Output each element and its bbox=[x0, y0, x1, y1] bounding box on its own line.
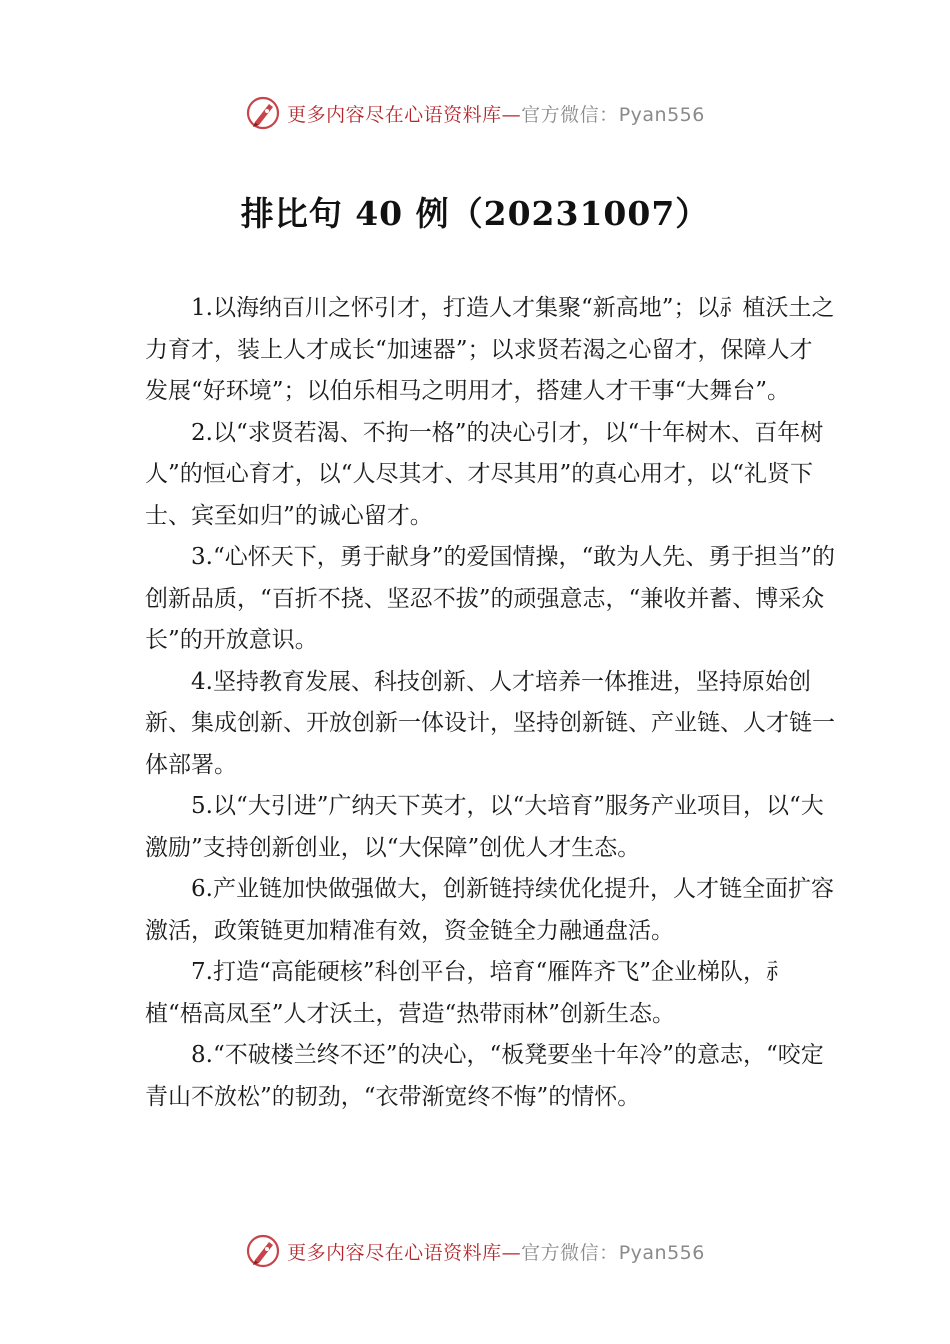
paragraph-6: 6.产业链加快做强做大，创新链持续优化提升，人才链全面扩容激活，政策链更加精准有效，资金链全力融通盘活。 bbox=[145, 876, 834, 944]
header-banner bbox=[0, 93, 950, 133]
footer-banner bbox=[0, 1231, 950, 1271]
banner-main-text: 更多内容尽在心语资料库— bbox=[287, 1241, 522, 1264]
document-body bbox=[145, 288, 835, 1118]
banner-account-label: 官方微信： bbox=[521, 1241, 619, 1264]
paragraph-5: 5.以“大引进”广纳天下英才，以“大培育”服务产业项目，以“大激励”支持创新创业，以“大保障”创优人才生态。 bbox=[145, 793, 824, 861]
banner-text bbox=[287, 100, 705, 127]
banner-account: Pyan556 bbox=[618, 1241, 705, 1264]
banner-account: Pyan556 bbox=[618, 103, 705, 126]
banner-account-label: 官方微信： bbox=[521, 103, 619, 126]
paragraph-7: 7.打造“高能硬核”科创平台，培育“雁阵齐飞”企业梯队，⺬植“梧高凤至”人才沃土，营造“热带雨林”创新生态。 bbox=[145, 959, 789, 1027]
banner-text bbox=[287, 1238, 705, 1265]
paragraph-2: 2.以“求贤若渴、不拘一格”的决心引才，以“十年树木、百年树人”的恒心育才，以“人尽其才、才尽其用”的真心用才，以“礼贤下士、宾至如归”的诚心留才。 bbox=[145, 419, 824, 529]
paragraph-4: 4.坚持教育发展、科技创新、人才培养一体推进，坚持原始创新、集成创新、开放创新一体设计，坚持创新链、产业链、人才链一体部署。 bbox=[145, 668, 835, 778]
banner-main-text: 更多内容尽在心语资料库— bbox=[287, 103, 522, 126]
pen-logo-icon bbox=[245, 95, 281, 131]
paragraph-1: 1.以海纳百川之怀引才，打造人才集聚“新高地”；以⺬植沃土之力育才，装上人才成长“加速器”；以求贤若渴之心留才，保障人才发展“好环境”；以伯乐相马之明用才，搭建人才干事“大舞台”。 bbox=[145, 295, 835, 404]
page-title: 排比句 40 例（20231007） bbox=[240, 194, 710, 233]
paragraph-8: 8.“不破楼兰终不还”的决心，“板凳要坐十年冷”的意志，“咬定青山不放松”的韧劲，“衣带渐宽终不悔”的情怀。 bbox=[145, 1042, 824, 1110]
pen-logo-icon bbox=[245, 1233, 281, 1269]
paragraph-3: 3.“心怀天下，勇于献身”的爱国情操，“敢为人先、勇于担当”的创新品质，“百折不挠、坚忍不拔”的顽强意志，“兼收并蓄、博采众长”的开放意识。 bbox=[145, 544, 835, 653]
